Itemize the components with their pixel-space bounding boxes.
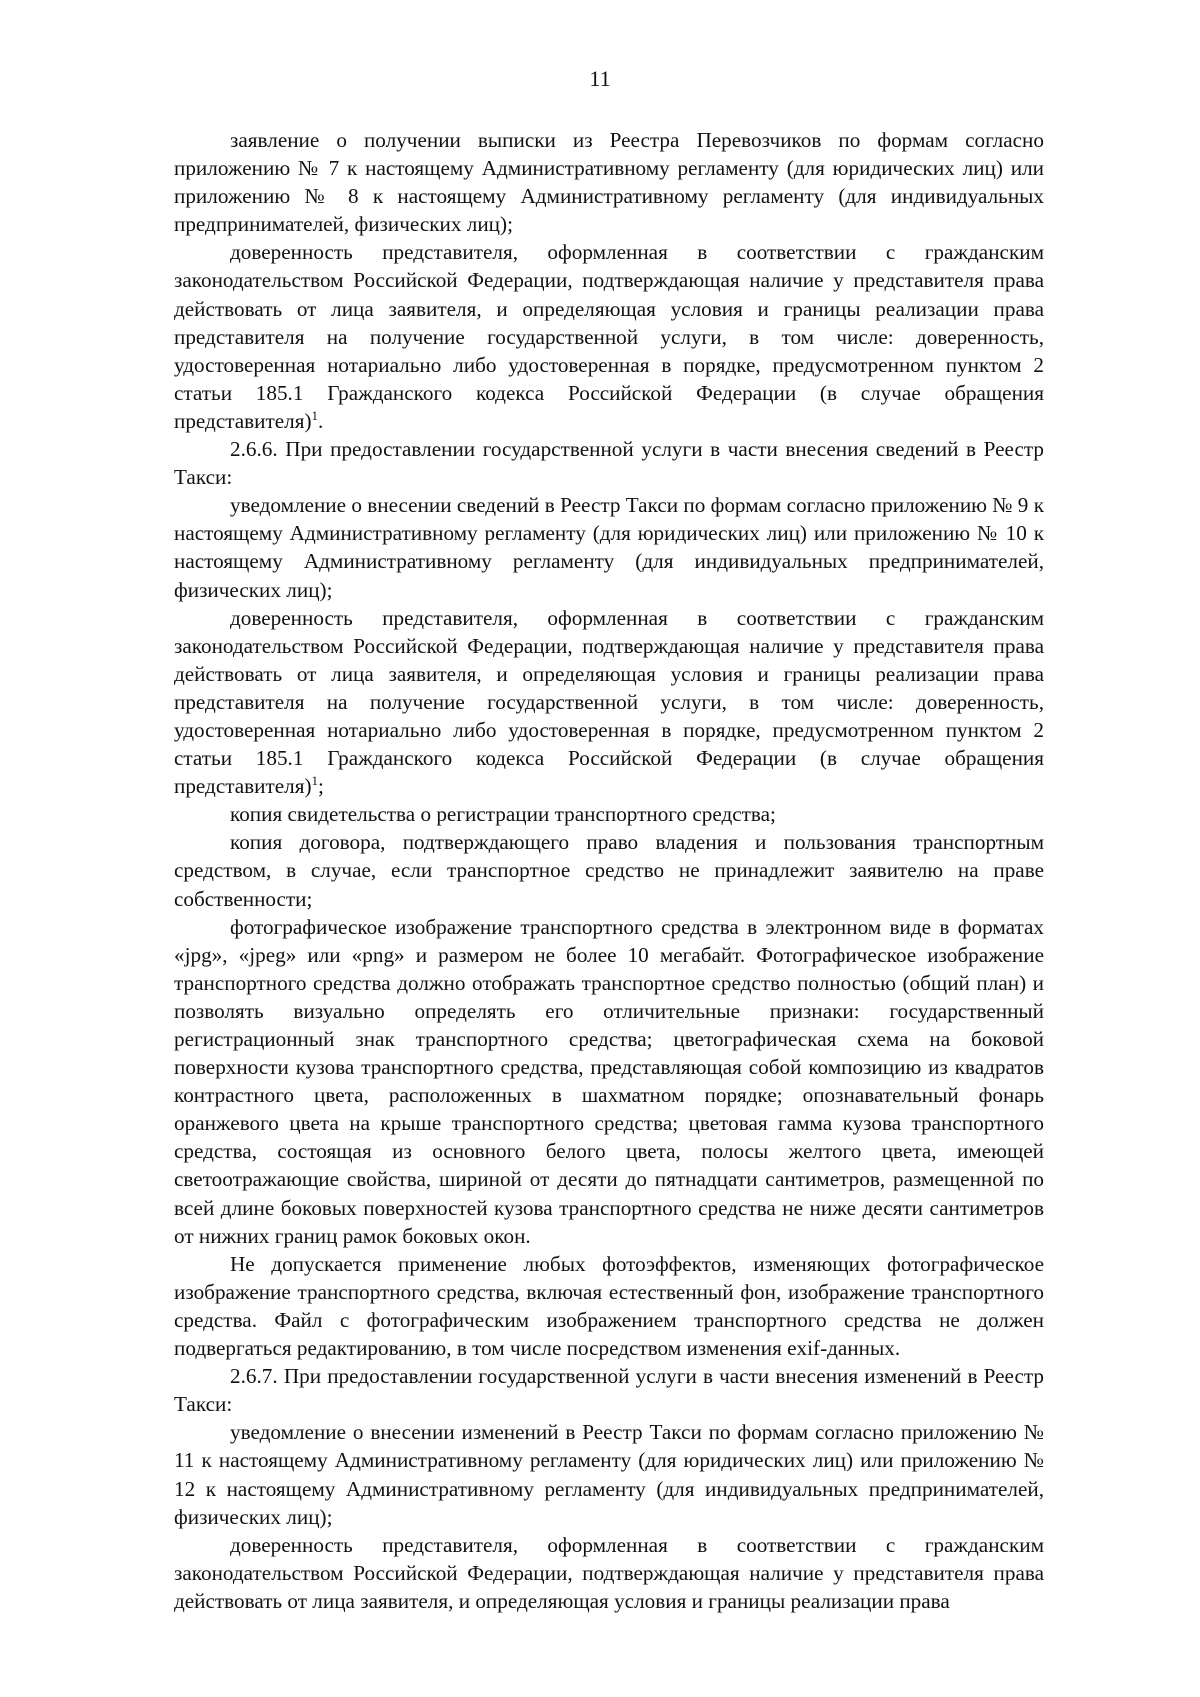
paragraph-vehicle-photo: фотографическое изображение транспортного средства в электронном виде в форматах «jpg», «jpeg» или «png» и размером не более 10 мегабайт. Фотографическое изображение транспортного средства должно отображать транспортное средство полностью (общий план) и позволять визуально определять его отличительные признаки: государственный регистрационный знак транспортного средства; цветографическая схема на боковой поверхности кузова транспортного средства, представляющая собой композицию из квадратов контрастного цвета, расположенных в шахматном порядке; опознавательный фонарь оранжевого цвета на крыше транспортного средства; цветовая гамма кузова транспортного средства, состоящая из основного белого цвета, полосы желтого цвета, имеющей светоотражающие свойства, шириной от десяти до пятнадцати сантиметров, размещенной по всей длине боковых поверхностей кузова транспортного средства не ниже десяти сантиметров от нижних границ рамок боковых окон. (174, 914, 1044, 1248)
page-number: 11 (589, 66, 611, 91)
paragraph-power-of-attorney-3: доверенность представителя, оформленная в соответствии с гражданским законодательством Российской Федерации, подтверждающая наличие у представителя права действовать от лица заявителя, и определяющая условия и границы реализации права (174, 1532, 1044, 1613)
document-body (174, 126, 1044, 1615)
paragraph-power-of-attorney-1 (174, 238, 1044, 435)
footnote-ref: 1 (311, 407, 319, 423)
paragraph-ownership-contract: копия договора, подтверждающего право владения и пользования транспортным средством, в случае, если транспортное средство не принадлежит заявителю на праве собственности; (174, 830, 1044, 911)
paragraph-taxi-registry-notice: уведомление о внесении сведений в Реестр Такси по формам согласно приложению № 9 к настоящему Административному регламенту (для юридических лиц) или приложению № 10 к настоящему Административному регламенту (для индивидуальных предпринимателей, физических лиц); (174, 493, 1044, 602)
paragraph-section-2-6-6: 2.6.6. При предоставлении государственной услуги в части внесения сведений в Реестр Такси: (174, 437, 1044, 490)
paragraph-text: доверенность представителя, оформленная в соответствии с гражданским законодательством Российской Федерации, подтверждающая наличие у представителя права действовать от лица заявителя, и определяющая условия и границы реализации права представителя на получение государственной услуги, в том числе: доверенность, удостоверенная нотариально либо удостоверенная в порядке, предусмотренном пунктом 2 статьи 185.1 Гражданского кодекса Российской Федерации (в случае обращения представителя) (174, 605, 1044, 799)
paragraph-registration-certificate: копия свидетельства о регистрации транспортного средства; (230, 802, 776, 827)
paragraph-text: доверенность представителя, оформленная в соответствии с гражданским законодательством Российской Федерации, подтверждающая наличие у представителя права действовать от лица заявителя, и определяющая условия и границы реализации права представителя на получение государственной услуги, в том числе: доверенность, удостоверенная нотариально либо удостоверенная в порядке, предусмотренном пунктом 2 статьи 185.1 Гражданского кодекса Российской Федерации (в случае обращения представителя) (174, 240, 1044, 433)
paragraph-taxi-registry-changes: уведомление о внесении изменений в Реестр Такси по формам согласно приложению № 11 к настоящему Административному регламенту (для юридических лиц) или приложению № 12 к настоящему Административному регламенту (для индивидуальных предпринимателей, физических лиц); (174, 1420, 1044, 1529)
paragraph-section-2-6-7: 2.6.7. При предоставлении государственной услуги в части внесения изменений в Реестр Такси: (174, 1364, 1044, 1417)
paragraph-extract-application: заявление о получении выписки из Реестра Перевозчиков по формам согласно приложению № 7 к настоящему Административному регламенту (для юридических лиц) или приложению № 8 к настоящему Административному регламенту (для индивидуальных предпринимателей, физических лиц); (174, 128, 1044, 237)
paragraph-photo-effects: Не допускается применение любых фотоэффектов, изменяющих фотографическое изображение транспортного средства, включая естественный фон, изображение транспортного средства. Файл с фотографическим изображением транспортного средства не должен подвергаться редактированию, в том числе посредством изменения exif-данных. (174, 1251, 1044, 1361)
footnote-ref: 1 (311, 773, 319, 789)
punctuation: . (318, 408, 324, 433)
paragraph-power-of-attorney-2 (174, 604, 1044, 801)
punctuation: ; (318, 774, 324, 799)
